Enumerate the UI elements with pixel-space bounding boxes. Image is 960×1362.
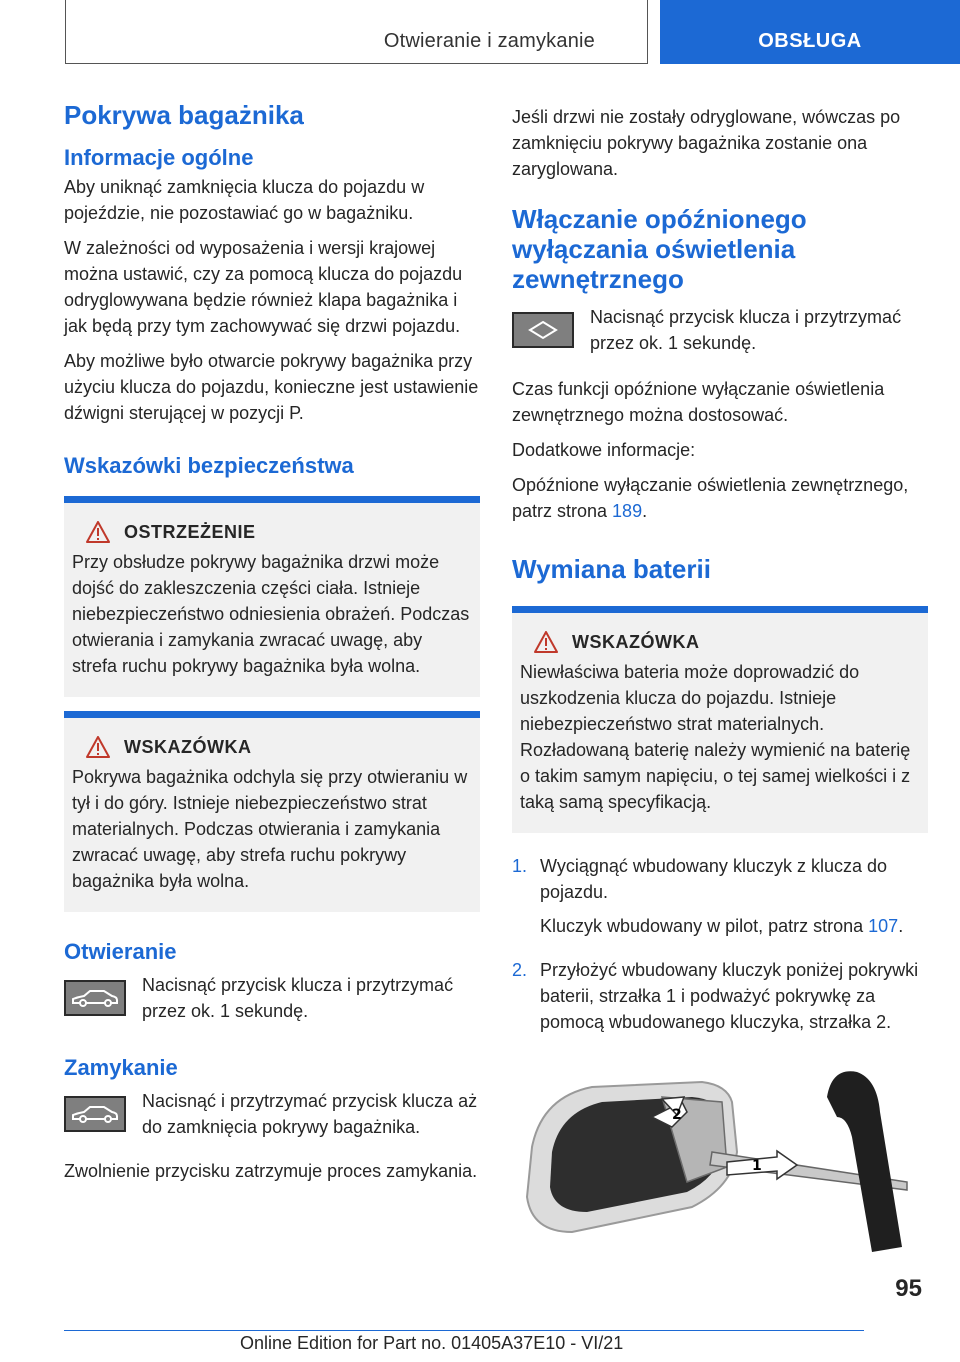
- paragraph: Aby możliwe było otwarcie pokrywy bagażnika przy użyciu klucza do pojazdu, konieczne jest ustawienie dźwigni sterującej w pozycji P.: [64, 351, 479, 423]
- battery-notice-text: Niewłaściwa bateria może doprowadzić do uszkodzenia klucza do pojazdu. Istnieje niebezpieczeństwo strat materialnych. Rozładowaną baterię należy wymienić na baterię o takim samym napięciu, o tej samej wielkości i z taką samą specyfikacją.: [520, 662, 911, 812]
- chapter-title: OBSŁUGA: [758, 30, 862, 52]
- left-column: [64, 100, 480, 1193]
- page-number: 95: [895, 1275, 922, 1302]
- warning-title: OSTRZEŻENIE: [124, 521, 256, 542]
- chapter-tab[interactable]: [660, 0, 960, 64]
- step-text: Wyciągnąć wbudowany kluczyk z klucza do pojazdu.: [540, 856, 887, 902]
- footer-divider: [64, 1330, 864, 1331]
- trunk-button-icon: [64, 980, 126, 1016]
- paragraph: Aby uniknąć zamknięcia klucza do pojazdu w pojeździe, nie pozostawiać go w bagażniku.: [64, 177, 425, 223]
- warning-triangle-icon: [86, 736, 110, 758]
- trunk-button-icon: [64, 1096, 126, 1132]
- heading-safety-notes: Wskazówki bezpieczeństwa: [64, 453, 354, 478]
- battery-notice-title: WSKAZÓWKA: [572, 631, 700, 652]
- list-item: [512, 957, 928, 1043]
- warning-box: [64, 496, 480, 697]
- step-text: Przyłożyć wbudowany kluczyk poniżej pokrywki baterii, strzałka 1 i podważyć pokrywkę za pomocą wbudowanego kluczyka, strzałka 2.: [540, 960, 919, 1032]
- closing-instruction: [64, 1088, 480, 1140]
- paragraph: Jeśli drzwi nie zostały odryglowane, wówczas po zamknięciu pokrywy bagażnika zostanie ona zaryglowana.: [512, 107, 901, 179]
- paragraph: W zależności od wyposażenia i wersji krajowej można ustawić, czy za pomocą klucza do pojazdu odryglowywana będzie również klapa bagażnika i jak będą przy tym zachowywać się drzwi pojazdu.: [64, 238, 463, 336]
- notice-box: [64, 711, 480, 912]
- notice-text: Pokrywa bagażnika odchyla się przy otwieraniu w tył i do góry. Istnieje niebezpieczeństwo strat materialnych. Podczas otwierania i zamykania zwracać uwagę, aby strefa ruchu pokrywy bagażnika była wolna.: [72, 767, 468, 891]
- battery-notice-box: [512, 606, 928, 833]
- arrow-1-label: 1: [752, 1158, 762, 1174]
- paragraph: Czas funkcji opóźnione wyłączanie oświetlenia zewnętrznego można dostosować.: [512, 379, 885, 425]
- arrow-2-label: 2: [672, 1107, 682, 1123]
- paragraph-end: .: [642, 501, 648, 521]
- closing-text: Nacisnąć i przytrzymać przycisk klucza aż do zamknięcia pokrywy bagażnika.: [142, 1091, 478, 1137]
- paragraph: Zwolnienie przycisku zatrzymuje proces zamykania.: [64, 1161, 478, 1181]
- heading-opening: Otwieranie: [64, 939, 177, 964]
- lighting-instruction: [512, 304, 928, 356]
- page-link-189[interactable]: 189: [612, 501, 643, 521]
- paragraph: Dodatkowe informacje:: [512, 440, 696, 460]
- list-item: [512, 853, 928, 947]
- opening-instruction: [64, 972, 480, 1024]
- warning-triangle-icon: [86, 521, 110, 543]
- heading-general-info: Informacje ogólne: [64, 145, 254, 170]
- header-section-title: Otwieranie i zamykanie: [383, 30, 595, 52]
- footer-edition: Online Edition for Part no. 01405A37E10 - VI/21: [240, 1333, 624, 1353]
- right-column: [512, 104, 928, 1262]
- warning-text: Przy obsłudze pokrywy bagażnika drzwi może dojść do zakleszczenia części ciała. Istnieje niebezpieczeństwo odniesienia obrażeń. Podczas otwierania i zamykania zwracać uwagę, aby strefa ruchu pokrywy bagażnika była wolna.: [72, 552, 470, 676]
- heading-battery-replacement: Wymiana baterii: [512, 554, 711, 584]
- battery-steps: [512, 853, 928, 1043]
- lighting-text: Nacisnąć przycisk klucza i przytrzymać przez ok. 1 sekundę.: [590, 307, 902, 353]
- heading-exterior-lighting: Włączanie opóźnionego wyłączania oświetlenia zewnętrznego: [512, 204, 807, 294]
- opening-text: Nacisnąć przycisk klucza i przytrzymać przez ok. 1 sekundę.: [142, 975, 454, 1021]
- header-frame: [65, 0, 648, 64]
- paragraph-text: Opóźnione wyłączanie oświetlenia zewnętrznego, patrz strona: [512, 475, 909, 521]
- step-number: 2.: [512, 960, 528, 980]
- page-link-107[interactable]: 107: [868, 916, 899, 936]
- subtext: Kluczyk wbudowany w pilot, patrz strona: [540, 916, 869, 936]
- heading-closing: Zamykanie: [64, 1055, 178, 1080]
- subtext-end: .: [898, 916, 904, 936]
- unlock-button-icon: [512, 312, 574, 348]
- key-battery-illustration: [512, 1057, 928, 1262]
- section-title-trunk-lid: Pokrywa bagażnika: [64, 100, 304, 130]
- key-illustration-svg: [512, 1057, 928, 1257]
- paragraph: [512, 472, 928, 524]
- step-subtext: [540, 913, 928, 939]
- notice-title: WSKAZÓWKA: [124, 736, 252, 757]
- warning-triangle-icon: [534, 631, 558, 653]
- step-number: 1.: [512, 856, 528, 876]
